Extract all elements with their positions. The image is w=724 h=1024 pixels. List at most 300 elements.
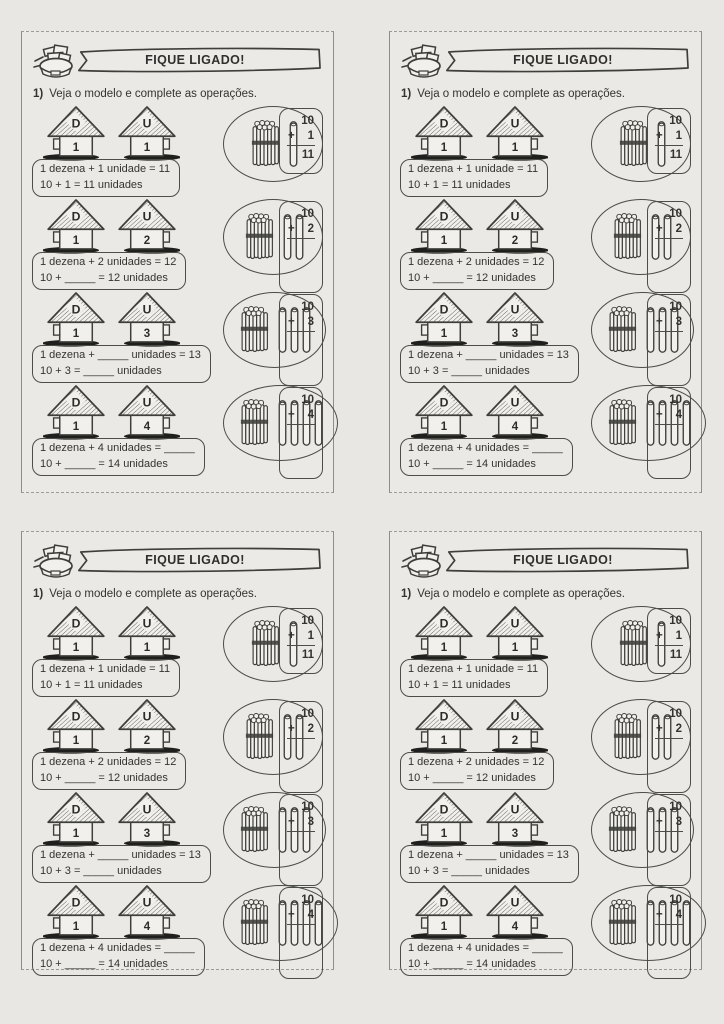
house-value: 3: [143, 828, 151, 841]
sum-result: [655, 335, 683, 349]
vertical-sum-box: [279, 701, 323, 793]
sum-top-number: 10: [301, 394, 314, 406]
house-letter: D: [71, 302, 81, 317]
sentence-line-1: 1 dezena + 1 unidade = 11: [408, 663, 539, 675]
sum-top-number: 10: [669, 301, 682, 313]
banner: [31, 39, 324, 81]
house-window: [54, 825, 60, 835]
sentence-line-1: 1 dezena + 4 unidades = _____: [408, 942, 563, 954]
house-window: [163, 325, 169, 335]
house-value: 1: [72, 735, 80, 748]
sum-top-number: 10: [301, 708, 314, 720]
exercise-row: [31, 698, 324, 791]
house-window: [54, 732, 60, 742]
sentence-line-2: 10 + 1 = 11 unidades: [40, 178, 143, 191]
banner: [399, 39, 692, 81]
sum-addend: 3: [307, 316, 314, 328]
sum-operator: +: [288, 909, 295, 921]
sentence-line-1: 1 dezena + 1 unidade = 11: [408, 163, 539, 175]
sum-top-number: 10: [669, 208, 682, 220]
worksheet-copy-slot: [389, 531, 702, 970]
exercise-rows: [399, 105, 692, 477]
units-house: [114, 384, 180, 441]
vertical-sum-box: [279, 887, 323, 979]
tens-bundles: [606, 802, 639, 858]
house-value: 1: [440, 735, 448, 748]
house-value: 2: [143, 735, 151, 748]
tens-bundle-icon: [611, 209, 644, 265]
tens-house: [411, 884, 477, 941]
banner-ribbon: [67, 545, 323, 574]
units-house: [114, 791, 180, 848]
vertical-sum-box: [279, 294, 323, 386]
house-window: [422, 418, 428, 428]
vertical-sum-box: [647, 294, 691, 386]
house-window: [531, 639, 537, 649]
instruction-number: 1): [33, 588, 44, 600]
house-letter: U: [510, 802, 520, 817]
sum-result: [655, 428, 683, 442]
sentence-line-2: 10 + 3 = _____ unidades: [40, 364, 162, 377]
house-value: 3: [511, 828, 519, 841]
tens-bundles: [611, 209, 644, 265]
exercise-row: [399, 884, 692, 977]
sum-result: 11: [301, 649, 314, 661]
sum-top-number: 10: [669, 115, 682, 127]
exercise-row: [399, 605, 692, 698]
sum-result: [287, 742, 315, 756]
house-window: [531, 825, 537, 835]
units-house: [482, 791, 548, 848]
house-value: 4: [511, 921, 519, 934]
sum-plus-row: [655, 409, 683, 425]
exercise-row: [31, 605, 324, 698]
banner: [31, 539, 324, 581]
tens-bundles: [243, 209, 276, 265]
sum-result: [655, 835, 683, 849]
tens-house: [43, 605, 109, 662]
house-letter: U: [142, 116, 152, 131]
house-value: 1: [143, 642, 151, 655]
sum-addend: 2: [307, 723, 314, 735]
banner-ribbon: [435, 545, 691, 574]
answer-sentences-box: [32, 752, 186, 790]
tens-house: [411, 291, 477, 348]
house-window: [531, 418, 537, 428]
units-house: [482, 291, 548, 348]
sum-addend: 3: [307, 816, 314, 828]
tens-bundles: [617, 116, 650, 172]
house-letter: U: [510, 395, 520, 410]
sum-addend: 3: [675, 816, 682, 828]
sum-operator: +: [656, 630, 663, 642]
house-value: 1: [511, 142, 519, 155]
sum-addend: 4: [675, 909, 682, 921]
worksheet-copy: [31, 39, 324, 488]
sum-plus-row: [287, 316, 315, 332]
tens-bundles: [238, 395, 271, 451]
sentence-line-1: 1 dezena + _____ unidades = 13: [408, 849, 569, 861]
house-window: [531, 139, 537, 149]
tens-house: [43, 698, 109, 755]
house-letter: D: [71, 395, 81, 410]
units-house: [482, 698, 548, 755]
vertical-sum-box: [647, 701, 691, 793]
instruction-number: 1): [401, 88, 412, 100]
house-value: 4: [511, 421, 519, 434]
units-house: [114, 105, 180, 162]
house-window: [163, 139, 169, 149]
units-house: [482, 198, 548, 255]
sum-addend: 2: [675, 723, 682, 735]
house-letter: D: [439, 802, 449, 817]
house-value: 2: [511, 235, 519, 248]
instruction-number: 1): [33, 88, 44, 100]
vertical-sum-box: [279, 387, 323, 479]
sum-top-number: 10: [301, 801, 314, 813]
exercise-row: [399, 198, 692, 291]
sum-operator: +: [656, 223, 663, 235]
answer-sentences-box: [32, 252, 186, 290]
worksheet-copy: [399, 539, 692, 970]
tens-bundles: [606, 302, 639, 358]
vertical-sum-box: [647, 887, 691, 979]
sum-addend: 2: [307, 223, 314, 235]
exercise-rows: [31, 605, 324, 977]
house-window: [163, 825, 169, 835]
exercise-row: [399, 791, 692, 884]
sum-result: [287, 335, 315, 349]
house-value: 1: [511, 642, 519, 655]
banner-title: FIQUE LIGADO!: [513, 553, 613, 567]
tens-house: [411, 791, 477, 848]
sum-plus-row: [287, 223, 315, 239]
worksheet-copy: [399, 39, 692, 488]
tens-bundles: [606, 895, 639, 951]
tens-bundles: [238, 302, 271, 358]
worksheet-copy: [31, 539, 324, 970]
sum-operator: +: [288, 816, 295, 828]
house-value: 1: [440, 235, 448, 248]
answer-sentences-box: [400, 659, 548, 697]
house-letter: U: [142, 709, 152, 724]
sum-result: [655, 242, 683, 256]
worksheet-copy-slot: [21, 531, 334, 970]
instruction: [33, 588, 324, 600]
tens-house: [43, 105, 109, 162]
instruction-number: 1): [401, 588, 412, 600]
tens-house: [411, 605, 477, 662]
sum-operator: +: [288, 409, 295, 421]
tens-house: [43, 884, 109, 941]
house-letter: U: [142, 616, 152, 631]
sentence-line-2: 10 + _____ = 12 unidades: [408, 771, 536, 784]
sentence-line-1: 1 dezena + 4 unidades = _____: [408, 442, 563, 454]
exercise-row: [31, 291, 324, 384]
sum-plus-row: [655, 316, 683, 332]
banner-title: FIQUE LIGADO!: [145, 553, 245, 567]
sum-result: [287, 428, 315, 442]
sum-plus-row: [655, 816, 683, 832]
tens-bundles: [249, 616, 282, 672]
sentence-line-1: 1 dezena + 1 unidade = 11: [40, 663, 171, 675]
house-letter: D: [439, 895, 449, 910]
sum-result: 11: [669, 649, 682, 661]
house-letter: D: [71, 116, 81, 131]
house-value: 1: [440, 142, 448, 155]
sum-addend: 1: [307, 130, 314, 142]
house-letter: D: [439, 116, 449, 131]
tens-bundle-icon: [238, 395, 271, 451]
house-window: [531, 325, 537, 335]
units-house: [482, 605, 548, 662]
house-value: 3: [143, 328, 151, 341]
sentence-line-1: 1 dezena + _____ unidades = 13: [40, 849, 201, 861]
sum-addend: 4: [307, 909, 314, 921]
exercise-rows: [399, 605, 692, 977]
sentence-line-2: 10 + _____ = 14 unidades: [40, 957, 168, 970]
house-window: [422, 918, 428, 928]
tens-bundle-icon: [606, 302, 639, 358]
banner-ribbon: [435, 45, 691, 74]
sentence-line-2: 10 + _____ = 14 unidades: [408, 957, 536, 970]
sum-addend: 4: [675, 409, 682, 421]
tens-bundles: [243, 709, 276, 765]
tens-bundle-icon: [606, 895, 639, 951]
sum-result: 11: [301, 149, 314, 161]
sum-plus-row: [287, 130, 315, 146]
sum-result: [655, 742, 683, 756]
tens-bundles: [238, 802, 271, 858]
house-window: [422, 639, 428, 649]
house-value: 1: [72, 828, 80, 841]
sentence-line-2: 10 + 3 = _____ unidades: [408, 364, 530, 377]
house-window: [422, 139, 428, 149]
house-letter: D: [439, 395, 449, 410]
tens-house: [411, 105, 477, 162]
answer-sentences-box: [400, 938, 573, 976]
sum-operator: +: [288, 723, 295, 735]
answer-sentences-box: [400, 345, 579, 383]
answer-sentences-box: [400, 752, 554, 790]
tens-bundles: [611, 709, 644, 765]
instruction: [401, 88, 692, 100]
sum-result: [287, 928, 315, 942]
tens-bundle-icon: [243, 709, 276, 765]
house-letter: U: [510, 616, 520, 631]
tens-bundles: [606, 395, 639, 451]
sentence-line-2: 10 + _____ = 12 unidades: [40, 271, 168, 284]
sum-top-number: 10: [669, 801, 682, 813]
house-value: 3: [511, 328, 519, 341]
answer-sentences-box: [32, 845, 211, 883]
units-house: [114, 884, 180, 941]
sentence-line-2: 10 + 1 = 11 unidades: [408, 678, 511, 691]
house-value: 4: [143, 421, 151, 434]
vertical-sum-box: [279, 608, 323, 674]
tens-house: [43, 384, 109, 441]
banner: [399, 539, 692, 581]
sum-operator: +: [656, 909, 663, 921]
sum-addend: 1: [675, 130, 682, 142]
house-window: [54, 418, 60, 428]
sentence-line-2: 10 + 3 = _____ unidades: [40, 864, 162, 877]
banner-title: FIQUE LIGADO!: [145, 53, 245, 67]
tens-bundle-icon: [606, 395, 639, 451]
tens-house: [411, 198, 477, 255]
sentence-line-2: 10 + _____ = 14 unidades: [40, 457, 168, 470]
house-window: [54, 918, 60, 928]
house-window: [163, 732, 169, 742]
exercise-row: [399, 105, 692, 198]
instruction-text: Veja o modelo e complete as operações.: [49, 588, 258, 600]
vertical-sum-box: [647, 794, 691, 886]
house-value: 1: [72, 421, 80, 434]
house-window: [531, 732, 537, 742]
banner-ribbon: [67, 45, 323, 74]
sum-operator: +: [288, 316, 295, 328]
vertical-sum-box: [279, 108, 323, 174]
sum-addend: 1: [307, 630, 314, 642]
sum-result: [655, 928, 683, 942]
exercise-row: [399, 384, 692, 477]
tens-bundle-icon: [617, 116, 650, 172]
house-window: [163, 418, 169, 428]
house-value: 2: [511, 735, 519, 748]
house-letter: D: [71, 802, 81, 817]
exercise-row: [31, 791, 324, 884]
vertical-sum-box: [279, 201, 323, 293]
instruction-text: Veja o modelo e complete as operações.: [49, 88, 258, 100]
house-value: 1: [72, 142, 80, 155]
house-letter: U: [510, 209, 520, 224]
sum-operator: +: [656, 816, 663, 828]
banner-title: FIQUE LIGADO!: [513, 53, 613, 67]
sum-result: [287, 835, 315, 849]
units-house: [114, 291, 180, 348]
house-letter: U: [142, 209, 152, 224]
house-letter: U: [510, 116, 520, 131]
sum-top-number: 10: [669, 615, 682, 627]
house-letter: U: [510, 709, 520, 724]
sentence-line-2: 10 + _____ = 12 unidades: [40, 771, 168, 784]
sum-result: [287, 242, 315, 256]
sum-top-number: 10: [301, 115, 314, 127]
exercise-row: [399, 698, 692, 791]
units-house: [482, 105, 548, 162]
house-letter: U: [142, 395, 152, 410]
tens-bundles: [238, 895, 271, 951]
units-house: [114, 605, 180, 662]
house-value: 1: [440, 328, 448, 341]
sentence-line-2: 10 + 1 = 11 unidades: [40, 678, 143, 691]
vertical-sum-box: [647, 201, 691, 293]
house-value: 1: [72, 328, 80, 341]
exercise-row: [31, 198, 324, 291]
house-window: [54, 139, 60, 149]
house-window: [163, 232, 169, 242]
house-letter: U: [142, 895, 152, 910]
sum-top-number: 10: [301, 615, 314, 627]
house-window: [163, 639, 169, 649]
sentence-line-1: 1 dezena + 1 unidade = 11: [40, 163, 171, 175]
units-house: [114, 198, 180, 255]
exercise-row: [31, 884, 324, 977]
house-letter: D: [439, 709, 449, 724]
sum-operator: +: [288, 630, 295, 642]
sum-addend: 4: [307, 409, 314, 421]
sentence-line-1: 1 dezena + 4 unidades = _____: [40, 442, 195, 454]
tens-house: [43, 291, 109, 348]
sum-addend: 3: [675, 316, 682, 328]
instruction-text: Veja o modelo e complete as operações.: [417, 88, 626, 100]
answer-sentences-box: [400, 845, 579, 883]
house-letter: D: [439, 302, 449, 317]
house-value: 1: [143, 142, 151, 155]
house-window: [54, 325, 60, 335]
vertical-sum-box: [647, 387, 691, 479]
sum-plus-row: [655, 909, 683, 925]
house-letter: U: [510, 302, 520, 317]
exercise-rows: [31, 105, 324, 477]
tens-bundle-icon: [238, 802, 271, 858]
sum-top-number: 10: [669, 394, 682, 406]
house-letter: U: [510, 895, 520, 910]
sentence-line-1: 1 dezena + 2 unidades = 12: [40, 756, 177, 768]
tens-house: [411, 698, 477, 755]
sum-plus-row: [287, 816, 315, 832]
tens-bundle-icon: [249, 116, 282, 172]
vertical-sum-box: [647, 108, 691, 174]
house-value: 1: [72, 921, 80, 934]
answer-sentences-box: [32, 159, 180, 197]
house-value: 1: [440, 921, 448, 934]
sentence-line-1: 1 dezena + 2 unidades = 12: [408, 256, 545, 268]
house-window: [54, 232, 60, 242]
tens-bundle-icon: [606, 802, 639, 858]
tens-bundle-icon: [611, 709, 644, 765]
house-letter: D: [71, 895, 81, 910]
house-letter: D: [71, 709, 81, 724]
sentence-line-2: 10 + _____ = 12 unidades: [408, 271, 536, 284]
sentence-line-1: 1 dezena + 4 unidades = _____: [40, 942, 195, 954]
tens-house: [43, 791, 109, 848]
house-value: 1: [72, 235, 80, 248]
sentence-line-2: 10 + _____ = 14 unidades: [408, 457, 536, 470]
house-window: [422, 325, 428, 335]
sentence-line-1: 1 dezena + _____ unidades = 13: [408, 349, 569, 361]
worksheet-copy-slot: [21, 31, 334, 493]
sum-plus-row: [655, 223, 683, 239]
units-house: [114, 698, 180, 755]
exercise-row: [31, 384, 324, 477]
worksheet-copy-slot: [389, 31, 702, 493]
sum-operator: +: [656, 130, 663, 142]
tens-bundles: [249, 116, 282, 172]
sum-plus-row: [287, 909, 315, 925]
house-letter: D: [71, 209, 81, 224]
answer-sentences-box: [400, 252, 554, 290]
tens-bundle-icon: [617, 616, 650, 672]
house-window: [531, 232, 537, 242]
sum-plus-row: [287, 723, 315, 739]
house-window: [163, 918, 169, 928]
answer-sentences-box: [400, 438, 573, 476]
house-letter: D: [439, 209, 449, 224]
units-house: [482, 884, 548, 941]
sentence-line-2: 10 + 1 = 11 unidades: [408, 178, 511, 191]
answer-sentences-box: [32, 345, 211, 383]
